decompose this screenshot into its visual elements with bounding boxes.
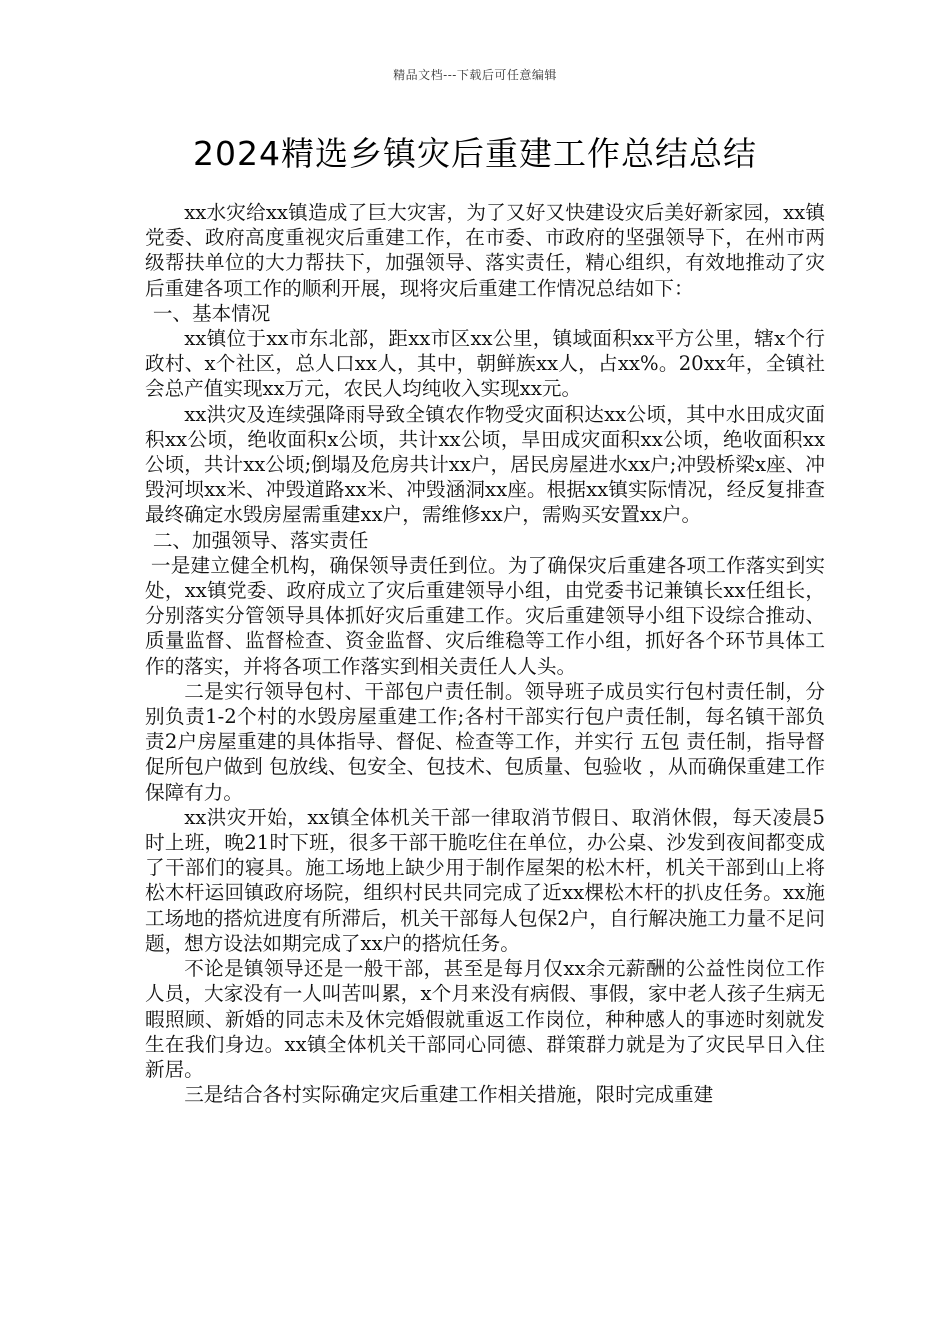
section-heading-leadership: 二、加强领导、落实责任	[152, 528, 369, 552]
paragraph-cadre-effort: xx洪灾开始，xx镇全体机关干部一律取消节假日、取消休假，每天凌晨5时上班，晚21时下班，很多干部干脆吃住在单位，办公桌、沙发到夜间都变成了干部们的寝具。施工场地上缺少用于制作屋架的松木杆，机关干部到山上将松木杆运回镇政府场院，组织村民共同完成了近xx棵松木杆的扒皮任务。xx施工场地的搭炕进度有所滞后，机关干部每人包保2户，自行解决施工力量不足问题，想方设法如期完成了xx户的搭炕任务。	[145, 805, 825, 955]
paragraph-responsibility-system: 二是实行领导包村、干部包户责任制。领导班子成员实行包村责任制，分别负责1-2个村的水毁房屋重建工作;各村干部实行包户责任制，每名镇干部负责2户房屋重建的具体指导、督促、检查等工作，并实行 五包 责任制，指导督促所包户做到 包放线、包安全、包技术、包质量、包验收 ，从而确保重建工作保障有力。	[145, 679, 825, 804]
document-title: 2024精选乡镇灾后重建工作总结总结	[193, 134, 757, 173]
header-note: 精品文档---下载后可任意编辑	[393, 68, 557, 82]
paragraph-village-measures: 三是结合各村实际确定灾后重建工作相关措施，限时完成重建	[184, 1083, 714, 1107]
section-heading-basic-info: 一、基本情况	[152, 301, 271, 325]
intro-paragraph: xx水灾给xx镇造成了巨大灾害，为了又好又快建设灾后美好新家园，xx镇党委、政府高度重视灾后重建工作，在市委、市政府的坚强领导下，在州市两级帮扶单位的大力帮扶下，加强领导、落实责任，精心组织，有效地推动了灾后重建各项工作的顺利开展，现将灾后重建工作情况总结如下：	[145, 201, 825, 300]
paragraph-disaster-damage: xx洪灾及连续强降雨导致全镇农作物受灾面积达xx公顷，其中水田成灾面积xx公顷，绝收面积x公顷，共计xx公顷，旱田成灾面积xx公顷，绝收面积xx公顷，共计xx公顷;倒塌及危房共计xx户，居民房屋进水xx户;冲毁桥梁x座、冲毁河坝xx米、冲毁道路xx米、冲毁涵洞xx座。根据xx镇实际情况，经反复排查最终确定水毁房屋需重建xx户，需维修xx户，需购买安置xx户。	[145, 402, 825, 527]
paragraph-town-overview: xx镇位于xx市东北部，距xx市区xx公里，镇域面积xx平方公里，辖x个行政村、x个社区，总人口xx人，其中，朝鲜族xx人，占xx%。20xx年，全镇社会总产值实现xx万元，农民人均纯收入实现xx元。	[145, 327, 825, 401]
paragraph-staff-dedication: 不论是镇领导还是一般干部，甚至是每月仅xx余元薪酬的公益性岗位工作人员，大家没有一人叫苦叫累，x个月来没有病假、事假，家中老人孩子生病无暇照顾、新婚的同志未及休完婚假就重返工作岗位，种种感人的事迹时刻就发生在我们身边。xx镇全体机关干部同心同德、群策群力就是为了灾民早日入住新居。	[145, 957, 825, 1081]
paragraph-establish-organization: 一是建立健全机构，确保领导责任到位。为了确保灾后重建各项工作落实到实处，xx镇党委、政府成立了灾后重建领导小组，由党委书记兼镇长xx任组长，分别落实分管领导具体抓好灾后重建工作。灾后重建领导小组下设综合推动、质量监督、监督检查、资金监督、灾后维稳等工作小组，抓好各个环节具体工作的落实，并将各项工作落实到相关责任人人头。	[145, 553, 825, 678]
document-body	[145, 200, 825, 1107]
